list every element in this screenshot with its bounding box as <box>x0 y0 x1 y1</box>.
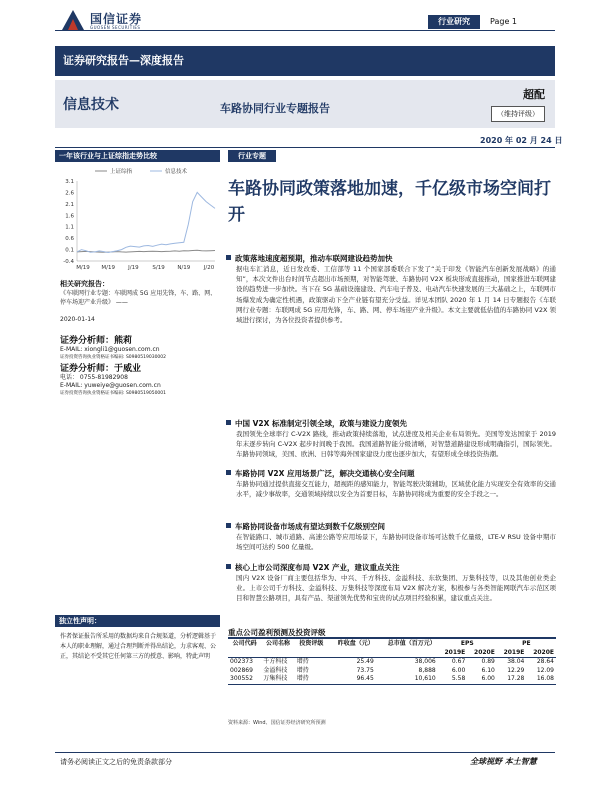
cell-rating: 增持 <box>295 675 328 684</box>
header-divider <box>55 30 555 31</box>
x-tick-label: M/19 <box>101 265 116 271</box>
banner-text: 证券研究报告—深度报告 <box>63 54 184 67</box>
analyst-email[interactable]: E-MAIL: yuweiye@guosen.com.cn <box>60 382 161 389</box>
cell-code: 002869 <box>230 666 253 674</box>
bullet-icon <box>226 523 231 528</box>
footer-slogan: 全球视野 本土智慧 <box>470 756 537 766</box>
table-top-rule <box>228 637 556 639</box>
summary-section <box>226 468 556 499</box>
y-tick-label: 2.1 <box>65 201 74 208</box>
legend-label: 信息技术 <box>165 169 188 175</box>
section-body: 我国领先全球率行 C-V2X 路线，推动政策持续落地，试点进度及相关企业布局领先。美国等发达国家于 2019 年末逐步转向 C-V2X 起步时间晚于我国。我国道路智能分级清晰，对智慧道路建设形成明确指引，国际领先。车路协同领域，美国、欧洲、日韩等海外国家建设力度也逐步加大，有望形成全球投资热潮。 <box>236 430 556 459</box>
summary-section <box>226 521 556 552</box>
table-title: 重点公司盈利预测及投资评级 <box>228 628 326 637</box>
series-line <box>77 192 215 252</box>
cell-pe-2019: 38.04 <box>507 658 525 665</box>
analyst-name: 于威业 <box>114 364 142 374</box>
section-tag: 行业专题 <box>228 150 276 162</box>
col-subheader: 2019E <box>497 649 527 658</box>
section-body: 据电车汇消息，近日发改委、工信部等 11 个国家部委联合下发了“关于印发《智能汽车创新发展战略》的通知”，本次文件出台时间节点超出市场预期，对智能驾驶、车路协同 V2X 板块形成直接推动，国家推进车联网建设的趋势进一步加快。当下在 5G 基础设施建设、汽车电子普及、电动汽车快速发展的三大基础之上，车联网市场爆发成为确定性机遇，政策驱动下全产业链有望充分受益。详见本团队 2020 年 1 月 14 日专题报告《车联网行业专题：车联网成 5G 应用先锋，车、路、网、停车场迎产业升级》。本文主要就低估值的车路协同 V2X 领域进行探讨，为各位投资者提供参考。 <box>236 265 556 325</box>
date-divider <box>55 147 555 148</box>
analyst-email[interactable]: E-MAIL: xiongli1@guosen.com.cn <box>60 346 160 353</box>
x-tick-label: N/19 <box>177 265 191 271</box>
table-source: 资料来源：Wind、国信证券经济研究所预测 <box>228 720 326 726</box>
rating: 超配 <box>523 88 545 101</box>
x-tick-label: M/19 <box>76 265 90 271</box>
y-tick-label: 0.1 <box>65 247 74 254</box>
disclaimer-text: 作者保证报告所采用的数据均来自合规渠道，分析逻辑基于本人的职业理解，通过合理判断并得出结论，力求客观、公正，其结论不受其它任何第三方的授意、影响，特此声明 <box>60 633 217 660</box>
col-header-eps: EPS <box>460 640 474 647</box>
cell-pe-2020: 28.64 <box>536 658 554 665</box>
section-heading: 车路协同设备市场成有望达到数千亿级别空间 <box>226 521 556 532</box>
footer-divider <box>55 752 555 753</box>
cell-pe-2019: 17.28 <box>497 675 527 684</box>
summary-section <box>226 253 556 325</box>
section-heading: 中国 V2X 标准制定引领全球，政策与建设力度领先 <box>226 418 556 429</box>
analyst-cert: 证券投资咨询执业资格证书编码: S0980519030002 <box>60 355 167 360</box>
cell-mktcap: 10,610 <box>376 675 438 684</box>
bullet-icon <box>226 420 231 425</box>
table-row <box>228 675 556 684</box>
x-tick-label: S/19 <box>152 265 165 271</box>
section-body: 国内 V2X 设备厂商主要包括华为、中兴、千方科技、金溢科技、东软集团、万集科技等，以及其他创业类企业。上市公司千方科技、金溢科技、万集科技等深度布局 V2X 解决方案，积极参与各类智能网联汽车示范区项目和智慧公路项目，具有产品、渠道领先优势和宝贵的试点项目经验积累，建议重点关注。 <box>236 574 556 603</box>
table-row <box>228 667 556 676</box>
related-research-label: 相关研究报告： <box>60 280 109 288</box>
cell-company: 万集科技 <box>261 675 294 684</box>
related-research-text: 《车联网行业专题：车联网成 5G 应用先锋，车、路、网、停车场迎产业升级》 —— <box>60 290 217 306</box>
summary-section <box>226 418 556 460</box>
col-header: 公司代码 <box>232 640 257 647</box>
chart-header: 一年该行业与上证综指走势比较 <box>55 150 220 162</box>
cell-rating: 增持 <box>296 658 309 665</box>
cell-pe-2019: 12.29 <box>507 666 525 674</box>
col-header: 公司名称 <box>266 640 291 647</box>
forecast-table <box>228 640 556 685</box>
cell-close: 25.49 <box>356 658 374 665</box>
bullet-icon <box>226 564 231 569</box>
section-heading: 政策落地速度超预期，推动车联网建设趋势加快 <box>226 253 556 264</box>
summary-section <box>226 562 556 604</box>
related-research-date: 2020-01-14 <box>60 316 95 323</box>
analyst-phone: 电话： 0755-81982908 <box>60 374 128 381</box>
y-tick-label: 2.6 <box>65 190 74 197</box>
table-subheader-row <box>228 649 556 658</box>
analyst-label: 证券分析师： <box>60 336 115 346</box>
report-title: 车路协同行业专题报告 <box>220 102 330 115</box>
cell-mktcap: 38,006 <box>414 658 436 665</box>
cell-code: 002373 <box>230 658 253 665</box>
report-date: 2020 年 02 月 24 日 <box>480 136 563 145</box>
cell-eps-2020: 6.10 <box>481 666 495 674</box>
trend-chart <box>55 163 220 275</box>
disclaimer-header: 独立性声明： <box>55 615 220 627</box>
logo-mark-icon <box>60 8 86 32</box>
cell-eps-2019: 0.67 <box>451 658 466 665</box>
cell-rating: 增持 <box>296 666 309 674</box>
bullet-icon <box>226 470 231 475</box>
cell-company: 金溢科技 <box>263 666 288 674</box>
cell-pe-2020: 12.09 <box>536 666 554 674</box>
table-header-row <box>228 640 556 649</box>
cell-eps-2020: 6.00 <box>467 675 497 684</box>
industry-name: 信息技术 <box>63 97 119 113</box>
y-tick-label: -0.4 <box>63 259 74 265</box>
cell-code: 300552 <box>228 675 261 684</box>
section-heading: 核心上市公司深度布局 V2X 产业，建议重点关注 <box>226 562 556 573</box>
col-subheader: 2019E <box>438 649 468 658</box>
y-tick-label: 1.1 <box>65 224 74 231</box>
title-band <box>55 80 555 128</box>
analyst-cert: 证券投资咨询执业资格证书编码: S0980519050001 <box>60 391 167 396</box>
legend-label: 上证综指 <box>110 169 133 175</box>
table-row <box>228 658 556 667</box>
x-tick-label: J/19 <box>128 265 139 271</box>
cell-company: 千方科技 <box>263 658 288 665</box>
cell-close: 73.75 <box>356 666 374 674</box>
col-header: 投资评级 <box>299 640 324 647</box>
cell-eps-2020: 0.89 <box>481 658 495 665</box>
cell-mktcap: 8,888 <box>418 666 436 674</box>
bullet-icon <box>226 255 231 260</box>
y-tick-label: 1.6 <box>65 213 74 220</box>
col-header: 总市值（百万元） <box>387 640 436 647</box>
report-banner <box>55 46 555 76</box>
y-tick-label: 3.1 <box>65 179 74 185</box>
col-header-pe: PE <box>522 640 531 647</box>
analyst-label: 证券分析师： <box>60 364 115 374</box>
cell-eps-2019: 5.58 <box>438 675 468 684</box>
logo-name-en: GUOSEN SECURITIES <box>90 25 141 30</box>
section-heading: 车路协同 V2X 应用场景广泛，解决交通核心安全问题 <box>226 468 556 479</box>
cell-eps-2019: 6.00 <box>451 666 466 674</box>
footer-disclaimer-note: 请务必阅读正文之后的免责条款部分 <box>60 758 172 766</box>
rating-note: （维持评级） <box>491 106 545 122</box>
col-header: 昨收盘（元） <box>337 640 374 647</box>
report-type-tag: 行业研究 <box>428 15 480 29</box>
main-headline: 车路协同政策落地加速，千亿级市场空间打开 <box>228 179 551 225</box>
section-body: 在智能路口、城市道路、高速公路等应用场景下，车路协同设备市场可达数千亿量级，LTE-V RSU 设备中期市场空间可达约 500 亿量级。 <box>236 533 556 552</box>
section-body: 车路协同通过提供直接交互能力，超视距的感知能力，智能驾驶决策辅助，区域优化能力实现安全有效率的交通水平，减少事故率，交通领域持续以安全为首要目标，车路协同将成为重要的安全手段之一。 <box>236 480 556 499</box>
cell-pe-2020: 16.08 <box>526 675 556 684</box>
analyst-name: 熊莉 <box>114 336 133 346</box>
page-number: Page 1 <box>490 17 517 26</box>
cell-close: 96.45 <box>328 675 376 684</box>
col-subheader: 2020E <box>467 649 497 658</box>
y-tick-label: 0.6 <box>65 236 74 243</box>
col-subheader: 2020E <box>526 649 556 658</box>
x-tick-label: J/20 <box>203 265 215 271</box>
logo-name: 国信证券 <box>90 12 143 26</box>
